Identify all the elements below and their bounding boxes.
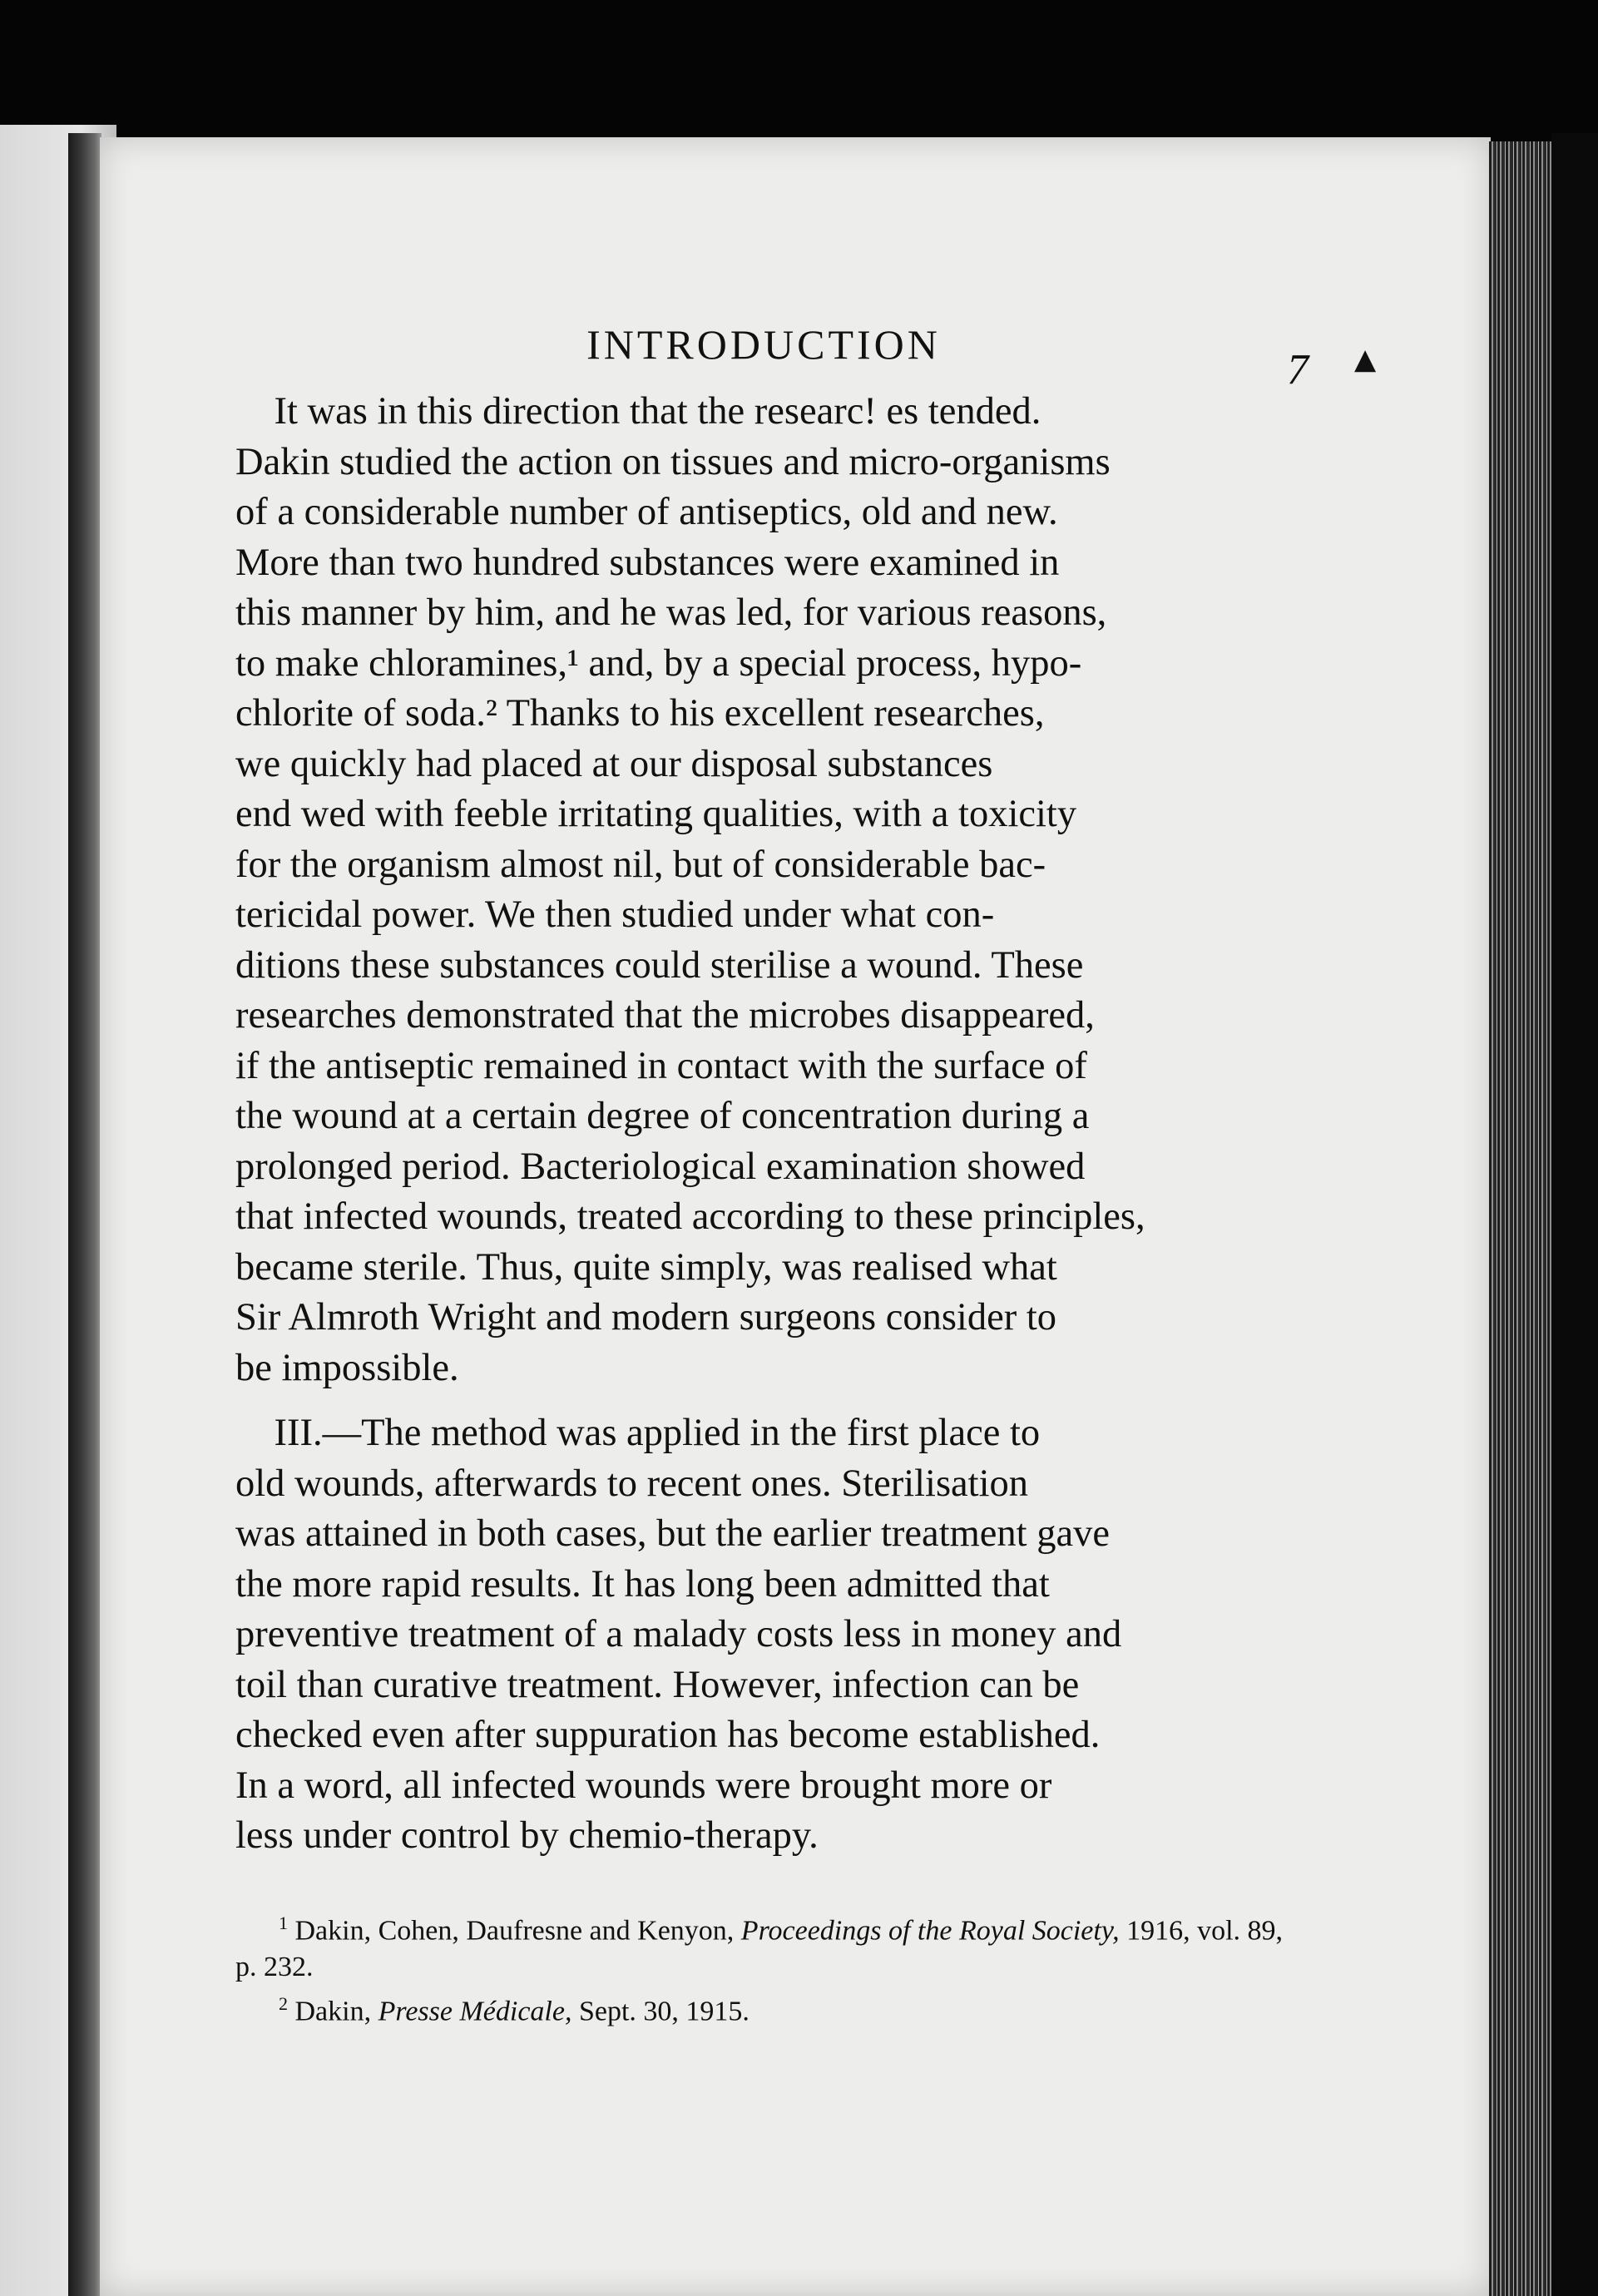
text-line: Dakin studied the action on tissues and micro-organisms xyxy=(235,440,1111,483)
footnote xyxy=(235,1905,1292,1986)
text-line: the wound at a certain degree of concentration during a xyxy=(235,1095,1090,1137)
text-line: ditions these substances could sterilise a wound. These xyxy=(235,943,1084,987)
footnote-text: Dakin, xyxy=(288,1996,378,2027)
text-line: researches demonstrated that the microbes disappeared, xyxy=(235,994,1095,1037)
page-number: 7 xyxy=(1287,346,1309,393)
footnote-marker: 2 xyxy=(279,1992,288,2014)
text-line: tericidal power. We then studied under what con- xyxy=(235,893,995,936)
text-line: More than two hundred substances were examined in xyxy=(235,541,1060,584)
footnote-text: Dakin, Cohen, Daufresne and Kenyon, xyxy=(288,1914,741,1946)
text-line: was attained in both cases, but the earlier treatment gave xyxy=(235,1512,1110,1555)
text-line: this manner by him, and he was led, for various reasons, xyxy=(235,591,1107,634)
margin-mark-icon: ▲ xyxy=(1354,343,1377,376)
text-line: the more rapid results. It has long been admitted that xyxy=(235,1562,1050,1606)
text-line: It was in this direction that the researc! es tended. xyxy=(235,390,1041,433)
text-line: old wounds, afterwards to recent ones. Sterilisation xyxy=(235,1462,1029,1505)
page-content xyxy=(235,312,1309,2030)
text-line: we quickly had placed at our disposal substances xyxy=(235,742,993,785)
text-line: preventive treatment of a malady costs less in money and xyxy=(235,1613,1122,1655)
paragraph xyxy=(235,1408,1292,1862)
paragraph-gap xyxy=(235,1393,1292,1408)
text-line: for the organism almost nil, but of considerable bac- xyxy=(235,843,1046,886)
page-stack-edge xyxy=(1489,141,1551,2296)
text-line: that infected wounds, treated according to these principles, xyxy=(235,1195,1145,1238)
running-head-title: INTRODUCTION xyxy=(586,321,941,368)
footnotes xyxy=(235,1905,1292,2031)
footnote-citation-title: Presse Médicale, xyxy=(378,1996,572,2027)
text-line: to make chloramines,¹ and, by a special process, hypo- xyxy=(235,641,1082,685)
text-line: of a considerable number of antiseptics, old and new. xyxy=(235,491,1058,533)
footnote-text: Sept. 30, 1915. xyxy=(571,1996,750,2027)
text-line: be impossible. xyxy=(235,1346,459,1389)
running-head xyxy=(235,312,1309,393)
footnote xyxy=(235,1986,1292,2030)
text-line: prolonged period. Bacteriological examination showed xyxy=(235,1145,1086,1188)
footnote-text: 1916, vol. 89, p. 232. xyxy=(235,1914,1284,1982)
text-line: if the antiseptic remained in contact with the surface of xyxy=(235,1044,1087,1087)
text-line: checked even after suppuration has become established. xyxy=(235,1714,1101,1756)
text-line: toil than curative treatment. However, infection can be xyxy=(235,1663,1080,1706)
book-gutter xyxy=(68,133,101,2296)
text-line: chlorite of soda.² Thanks to his excellent researches, xyxy=(235,692,1045,735)
text-line: III.—The method was applied in the first place to xyxy=(235,1412,1041,1454)
footnote-citation-title: Proceedings of the Royal Society, xyxy=(740,1914,1120,1946)
text-line: In a word, all infected wounds were brought more or xyxy=(235,1764,1052,1807)
scan-border xyxy=(1551,133,1598,2296)
text-line: end wed with feeble irritating qualities, with a toxicity xyxy=(235,793,1077,835)
text-line: became sterile. Thus, quite simply, was realised what xyxy=(235,1245,1057,1289)
footnote-marker: 1 xyxy=(279,1912,288,1933)
text-line: Sir Almroth Wright and modern surgeons consider to xyxy=(235,1296,1057,1339)
text-line: less under control by chemio-therapy. xyxy=(235,1814,819,1857)
paragraph xyxy=(235,387,1292,1393)
